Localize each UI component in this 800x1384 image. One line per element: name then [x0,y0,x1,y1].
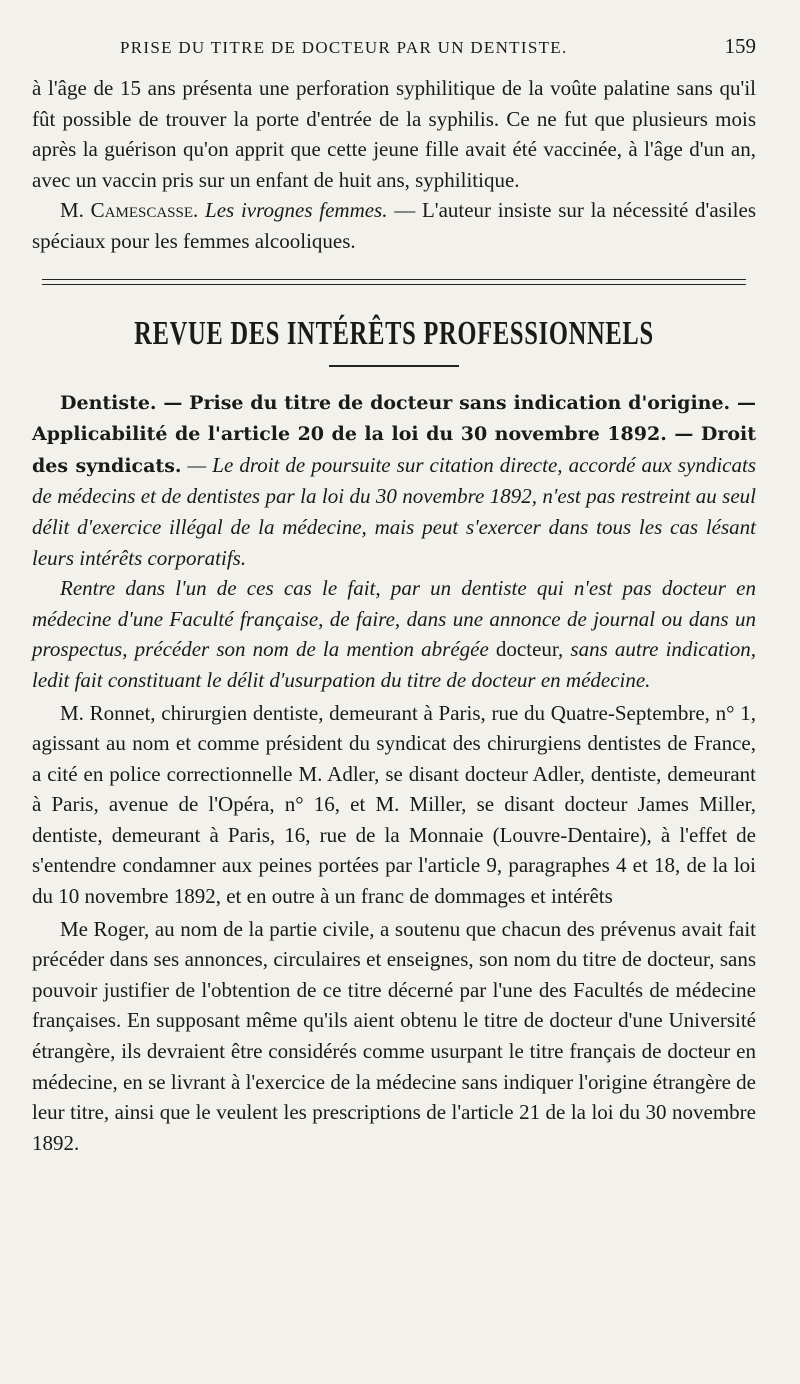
double-rule-divider [42,279,746,285]
intro-paragraph: à l'âge de 15 ans présenta une perforation syphilitique de la voûte palatine sans qu'il fût possible de trouver la porte d'entrée de la syphilis. Ce ne fut que plusieurs mois après la guérison qu'on apprit que cette jeune fille avait été vaccinée, à l'âge d'un an, avec un vaccin pris sur un enfant de huit ans, syphilitique. [32,76,756,192]
case-block [32,387,756,1159]
case-heading-paragraph [32,387,756,574]
roger-paragraph: Me Roger, au nom de la partie civile, a soutenu que chacun des prévenus avait fait précéder dans ses annonces, circulaires et enseignes, son nom du titre de docteur, sans pouvoir justifier de l'obtention de ce titre décerné par l'une des Facultés de médecine françaises. En supposant même qu'ils aient obtenu le titre de docteur d'une Université étrangère, ils devraient être considérés comme usurpant le titre français de docteur en médecine, en se livrant à l'exercice de la médecine sans indiquer l'origine étrangère de leur titre, ainsi que le veulent les prescriptions de l'article 21 de la loi du 30 novembre 1892. [32,916,756,1155]
intro-block [32,73,756,257]
camescasse-paragraph [32,195,756,256]
ronnet-paragraph: M. Ronnet, chirurgien dentiste, demeurant à Paris, rue du Quatre-Septembre, n° 1, agissant au nom et comme président du syndicat des chirurgiens dentistes de France, a cité en police correctionnelle M. Adler, se disant docteur Adler, dentiste, demeurant à Paris, avenue de l'Opéra, n° 16, et M. Miller, se disant docteur James Miller, dentiste, demeurant à Paris, 16, rue de la Monnaie (Louvre-Dentaire), à l'effet de s'entendre condamner aux peines portées par l'article 9, paragraphes 4 et 18, de la loi du 10 novembre 1892, et en outre à un franc de dommages et intérêts [32,700,756,909]
case-summary-2-paragraph [32,573,756,695]
case-summary-1: — Le droit de poursuite sur citation directe, accordé aux syndicats de médecins et de dentistes par la loi du 30 novembre 1892, n'est pas restreint au seul délit d'exercice illégal de la médecine, mais peut s'exercer dans tous les cas lésant leurs intérêts corporatifs. [32,452,757,570]
case-heading: Dentiste. — Prise du titre de docteur sans indication d'origine. — Applicabilité de l'article 20 de la loi du 30 novembre 1892. — Droit des syndicats. [32,391,756,477]
case-summary-2a: Rentre dans l'un de ces cas le fait, par un dentiste qui n'est pas docteur en médecine d'une Faculté française, de faire, dans une annonce de journal ou dans un prospectus, précéder son nom de la mention abrégée [32,576,756,662]
case-summary-2b: sans autre indication, ledit fait constituant le délit d'usurpation du titre de docteur en médecine. [32,637,756,692]
author-summary: — L'auteur insiste sur la nécessité d'asiles spéciaux pour les femmes alcooliques. [32,198,757,253]
running-title: PRISE DU TITRE DE DOCTEUR PAR UN DENTISTE. [120,38,568,57]
case-summary-2-word: docteur, [488,637,571,662]
section-title: REVUE DES INTÉRÊTS PROFESSIONNELS [134,314,654,352]
author-name: M. Camescasse. [60,198,199,223]
running-header [32,0,756,59]
short-rule-divider [329,365,459,367]
work-title: Les ivrognes femmes. [205,198,388,223]
page-number: 159 [724,34,756,58]
